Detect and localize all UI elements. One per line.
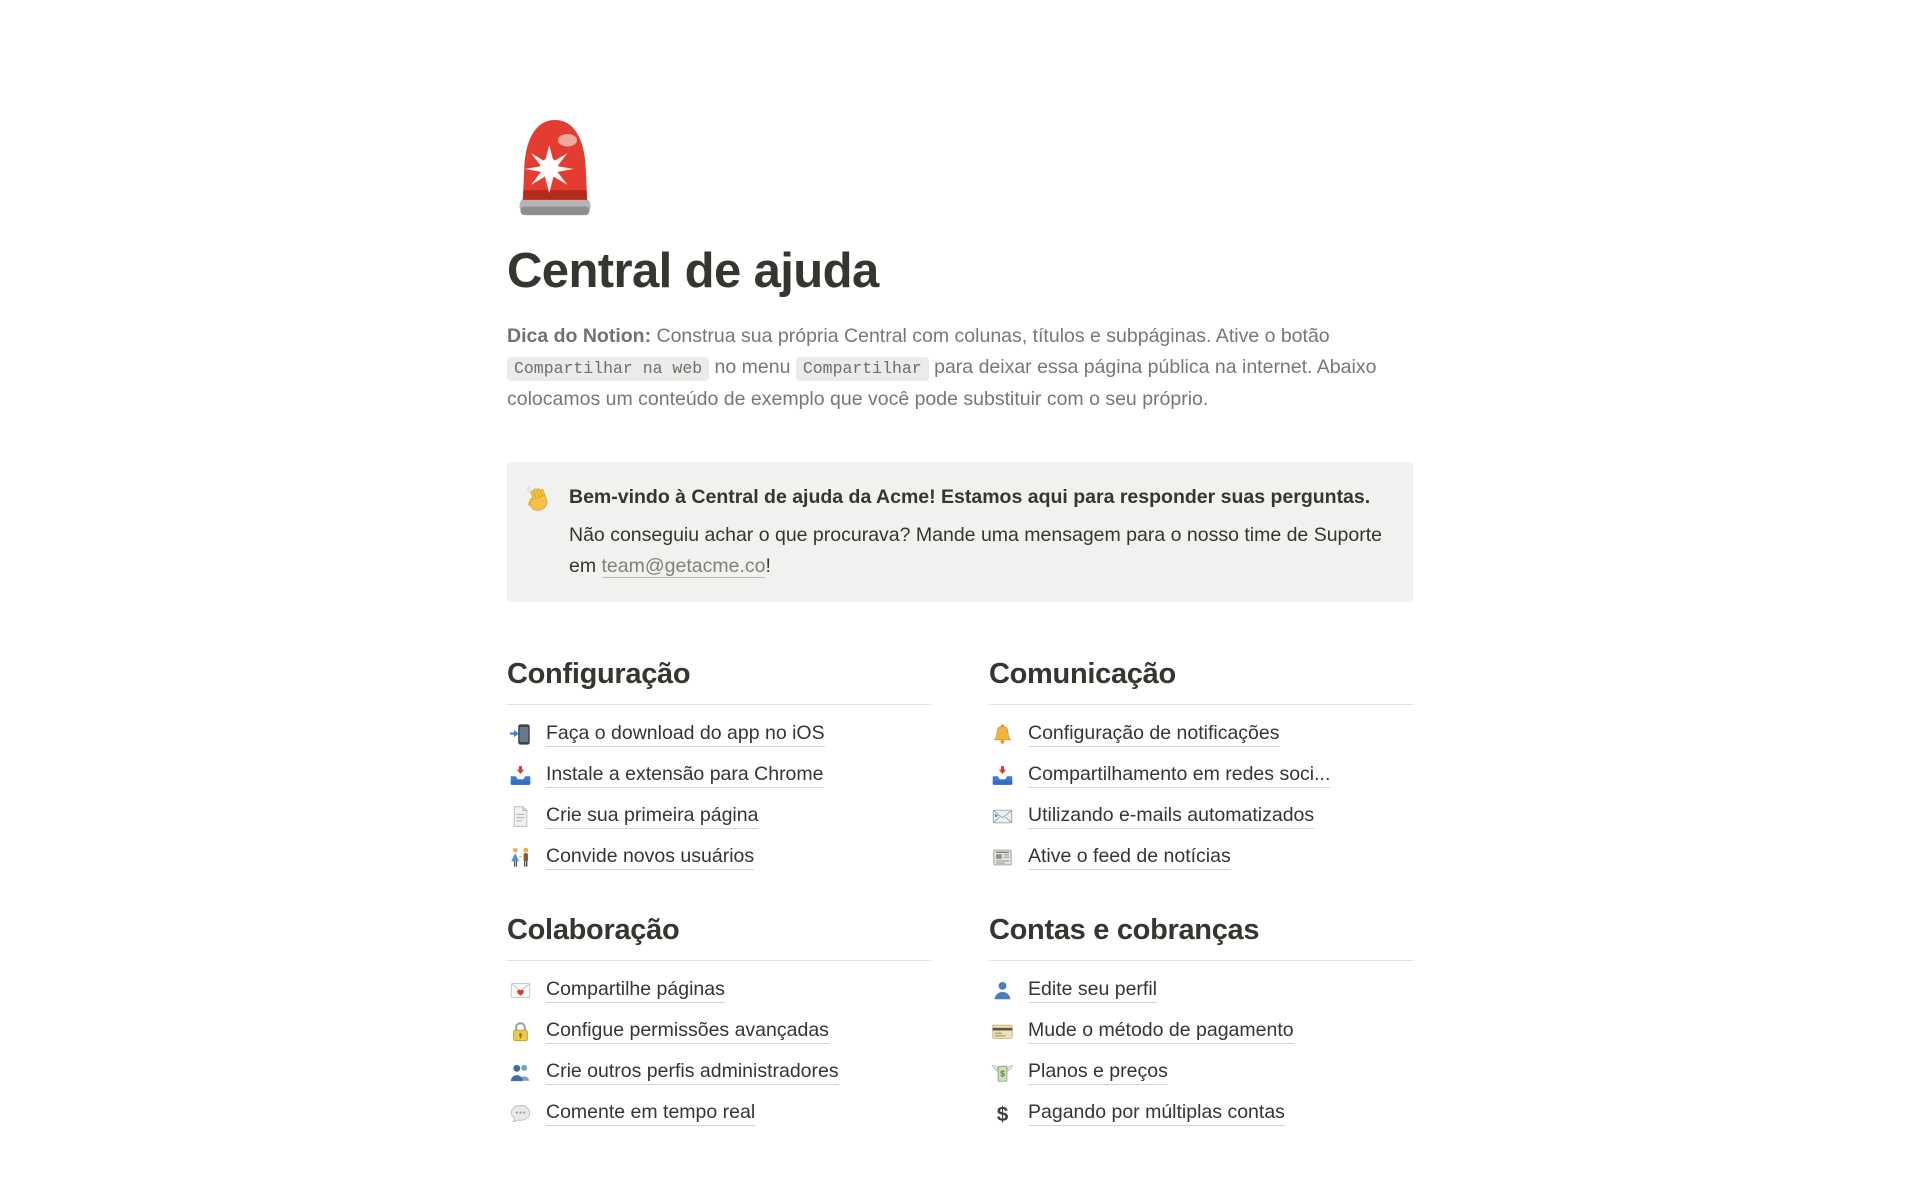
- heavy-dollar-sign-icon: [989, 1101, 1015, 1125]
- callout-body: [569, 482, 1393, 582]
- incoming-envelope-icon: [989, 804, 1015, 828]
- page-title: Central de ajuda: [507, 244, 879, 298]
- waving-hand-icon: [525, 485, 553, 513]
- code-share: Compartilhar: [796, 357, 929, 381]
- bell-icon: [989, 722, 1015, 746]
- link-payment-method[interactable]: Mude o método de pagamento: [989, 1011, 1413, 1052]
- link-list: [989, 970, 1413, 1134]
- tip-lead: Dica do Notion:: [507, 324, 652, 347]
- support-email-link[interactable]: team@getacme.co: [601, 554, 766, 577]
- inbox-tray-icon: [507, 763, 533, 787]
- credit-card-icon: [989, 1019, 1015, 1043]
- link-realtime-comments[interactable]: Comente em tempo real: [507, 1093, 931, 1134]
- link-list: [507, 970, 931, 1134]
- page-content: [507, 0, 1413, 1134]
- link-social-sharing[interactable]: Compartilhamento em redes soci...: [989, 755, 1413, 796]
- section-configuracao: [507, 658, 931, 878]
- man-and-woman-icon: [507, 845, 533, 869]
- right-column: [989, 658, 1413, 1134]
- link-list: [507, 714, 931, 878]
- link-admin-profiles[interactable]: Crie outros perfis administradores: [507, 1052, 931, 1093]
- page-icon: [507, 804, 533, 828]
- link-share-pages[interactable]: Compartilhe páginas: [507, 970, 931, 1011]
- help-sections-grid: [507, 658, 1413, 1134]
- callout-text: Não conseguiu achar o que procurava? Mande uma mensagem para o nosso time de Suporte em team@getacme.co!: [569, 523, 1382, 577]
- speech-balloon-icon: [507, 1101, 533, 1125]
- welcome-callout: [507, 462, 1413, 602]
- section-colaboracao: [507, 914, 931, 1134]
- newspaper-icon: [989, 845, 1015, 869]
- code-share-to-web: Compartilhar na web: [507, 357, 709, 381]
- section-title: Colaboração: [507, 914, 931, 961]
- police-car-light-icon[interactable]: [507, 112, 603, 226]
- link-plans-pricing[interactable]: Planos e preços: [989, 1052, 1413, 1093]
- section-title: Comunicação: [989, 658, 1413, 705]
- link-edit-profile[interactable]: Edite seu perfil: [989, 970, 1413, 1011]
- link-chrome-extension[interactable]: Instale a extensão para Chrome: [507, 755, 931, 796]
- section-title: Configuração: [507, 658, 931, 705]
- inbox-tray-icon: [989, 763, 1015, 787]
- lock-icon: [507, 1019, 533, 1043]
- left-column: [507, 658, 931, 1134]
- link-download-app-ios[interactable]: Faça o download do app no iOS: [507, 714, 931, 755]
- section-title: Contas e cobranças: [989, 914, 1413, 961]
- love-letter-icon: [507, 978, 533, 1002]
- link-multiple-accounts[interactable]: Pagando por múltiplas contas: [989, 1093, 1413, 1134]
- money-with-wings-icon: [989, 1060, 1015, 1084]
- notion-tip-paragraph: Dica do Notion: Construa sua própria Central com colunas, títulos e subpáginas. Ative o botão Compartilhar na web no menu Compartilhar para deixar essa página pública na internet. Abaixo colocamos um conteúdo de exemplo que você pode substituir com o seu próprio.: [507, 324, 1377, 410]
- section-comunicacao: [989, 658, 1413, 878]
- link-automated-emails[interactable]: Utilizando e-mails automatizados: [989, 796, 1413, 837]
- link-news-feed[interactable]: Ative o feed de notícias: [989, 837, 1413, 878]
- link-notification-settings[interactable]: Configuração de notificações: [989, 714, 1413, 755]
- link-invite-users[interactable]: Convide novos usuários: [507, 837, 931, 878]
- busts-in-silhouette-icon: [507, 1060, 533, 1084]
- phone-with-arrow-icon: [507, 722, 533, 746]
- bust-in-silhouette-icon: [989, 978, 1015, 1002]
- link-first-page[interactable]: Crie sua primeira página: [507, 796, 931, 837]
- section-contas-cobrancas: [989, 914, 1413, 1134]
- link-advanced-permissions[interactable]: Configue permissões avançadas: [507, 1011, 931, 1052]
- link-list: [989, 714, 1413, 878]
- callout-title: Bem-vindo à Central de ajuda da Acme! Estamos aqui para responder suas perguntas.: [569, 485, 1371, 508]
